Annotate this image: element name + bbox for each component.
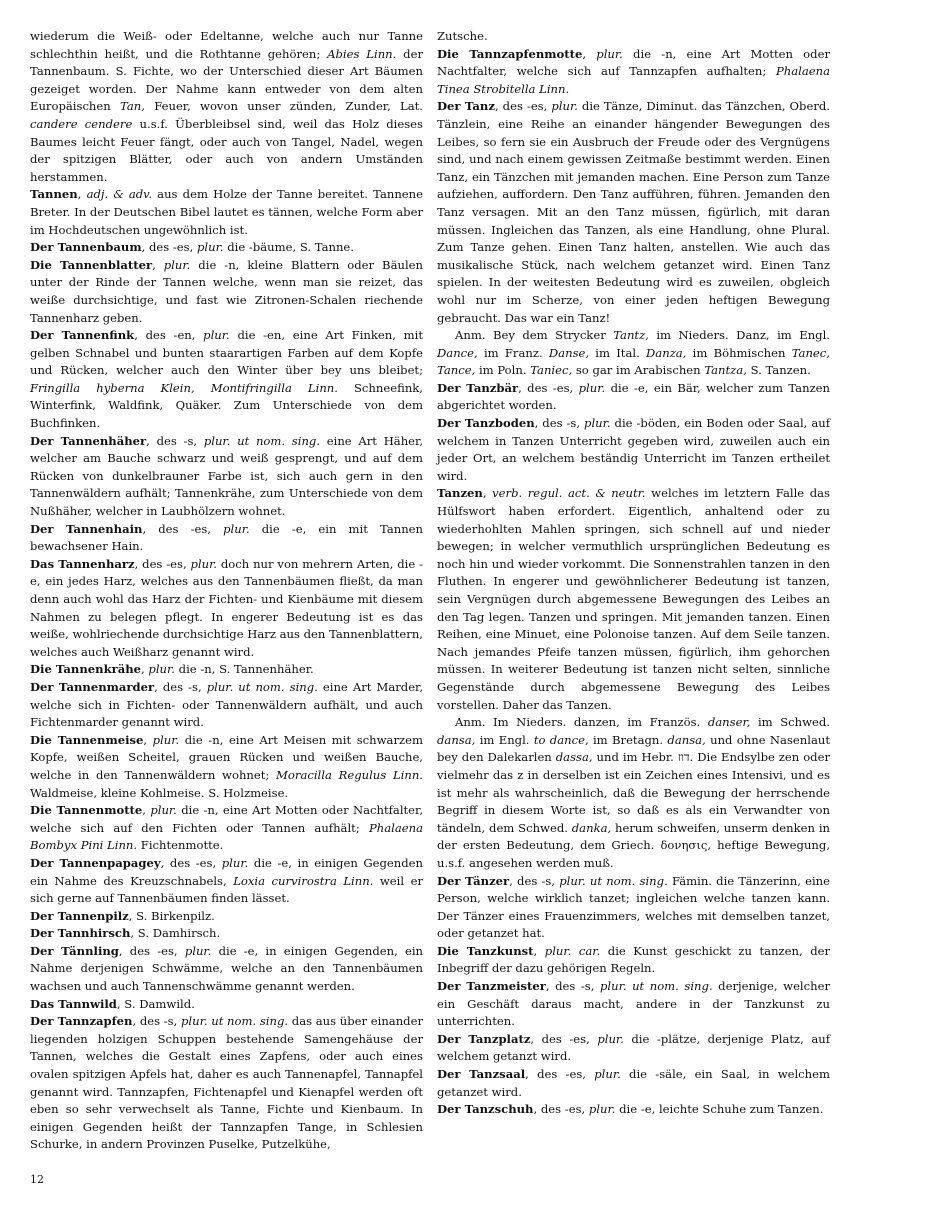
entry-text: die -säle, ein Saal, in welchem getanzet wird. [437, 1067, 830, 1099]
italic-term: verb. regul. act. & neutr. [492, 486, 646, 501]
dictionary-entry [30, 327, 423, 433]
italic-term: plur. [594, 1067, 621, 1082]
headword: Die Tannenmeise [30, 732, 144, 747]
entry-text: , des -es, [118, 943, 185, 958]
left-column [30, 28, 423, 1168]
entry-text: , [533, 943, 545, 958]
headword: Der Tannenbaum [30, 240, 142, 255]
entry-text: das aus über einander liegenden holzigen Schuppen bestehende Samengehäuse der Tannen, welches die Gestalt eines Zapfens, oder auch eines ovalen spitzigen Apfels hat, daher es auch Tannenapfel, Tannapfel genannt wird. Tannzapfen, Fichtenapfel und Kienapfel werden oft eben so sehr verwechselt als Tanne, Fichte und Kienbaum. In einigen Gegenden heißt der Tannzapfen Tange, in Schlesien Schurke, in andern Provinzen Puselke, Putzelkühe, [30, 1014, 423, 1152]
italic-term: danka, [571, 820, 612, 835]
entry-text: welches im letztern Falle das Hülfswort haben erfordert. Eigentlich, anhaltend oder zu wiederhohlten Mahlen springen, sich schnell auf und nieder bewegen; in welcher vermuthlich ursprünglichen Bedeutung es noch hin und wieder vorkommt. Die Sonnenstrahlen tanzen in den Fluthen. In engerer und gewöhnlicherer Bedeutung ist tanzen, sein Vergnügen durch abgemessene Bewegungen des Leibes an den Tag legen. Tanzen und springen. Mit jemanden tanzen. Einen Reihen, eine Minuet, eine Polonoise tanzen. Auf dem Seile tanzen. Nach jemandes Pfeife tanzen müssen, figürlich, ihm gehorchen müssen. In weiterer Bedeutung ist tanzen nicht selten, sinnliche Gegenstände durch abgemessene Bewegung des Leibes vorstellen. Daher das Tanzen. [437, 486, 830, 712]
entry-text: die -e, ein mit Tannen bewachsener Hain. [30, 521, 423, 554]
dictionary-entry [30, 239, 423, 257]
dictionary-entry [437, 943, 830, 978]
dictionary-entry [30, 556, 423, 662]
entry-text: Zutsche. [437, 29, 488, 43]
headword: Der Tännling [30, 943, 119, 958]
entry-text: die -böden, ein Boden oder Saal, auf welchem in Tanzen Unterricht gegeben wird, zuweilen auch ein jeder Ort, an welchem beständig Unterricht im Tanzen ertheilet wird. [437, 416, 831, 483]
entry-text: , des -es, [530, 1031, 598, 1046]
entry-text: , [141, 662, 149, 677]
entry-text: die Tänze, Diminut. das Tänzchen, Oberd. Tänzlein, eine Reihe an einander hängender Bewegungen des Leibes, so fern sie ein Ausbruch der Freude oder des Vergnügens sind, und nach einem gewissen Zeitmaße bestimmt werden. Einen Tanz, ein Tänzchen mit jemanden machen. Eine Person zum Tanze aufziehen, auffordern. Den Tanz aufführen, führen. Jemanden den Tanz versagen. Mit an den Tanz müssen, figürlich, mit daran müssen. Ingleichen das Tanzen, als eine Handlung, ohne Plural. Zum Tanze gehen. Einen Tanz halten, anstellen. Wie auch das musikalische Stück, nach welchem getanzet wird. Einen Tanz spielen. In der weitesten Bedeutung wird es zuweilen, obgleich wohl nur im Scherze, von einer jeden heftigen Bewegung gebraucht. Das war ein Tanz! [437, 99, 830, 325]
entry-text: S. Tanzen. [746, 363, 811, 378]
right-column [437, 28, 830, 1168]
dictionary-entry [30, 732, 423, 802]
headword: Tanzen [437, 486, 483, 501]
italic-term: plur. [203, 328, 230, 343]
entry-text: der Tannenbaum. S. Fichte, wo der Unterschied dieser Art Bäumen gezeiget worden. Der Nahme kann entweder von dem alten Europäischen [30, 46, 424, 114]
italic-term: Dance, [437, 345, 478, 360]
entry-text: die -plätze, derjenige Platz, auf welchem getanzt wird. [437, 1031, 830, 1064]
entry-text: , [77, 187, 87, 202]
headword: Die Tannenblatter [30, 257, 153, 272]
dictionary-entry [30, 925, 423, 943]
entry-text: die -n, eine Art Motten oder Nachtfalter, welche sich auf den Fichten oder Tannen aufhält; [30, 803, 424, 835]
dictionary-entry [30, 855, 423, 908]
entry-text: , des -es, [525, 1067, 595, 1082]
dictionary-entry [437, 978, 830, 1031]
entry-text: , des -s, [534, 416, 585, 431]
dictionary-entry [30, 186, 423, 239]
italic-term: Tantz, [613, 328, 649, 343]
entry-text: die -n, kleine Blattern oder Bäulen unter der Rinde der Tannen welche, wenn man sie reizet, das weiße durchsichtige, und fast wie Zitronen-Schalen riechende Tannenharz geben. [30, 257, 423, 325]
entry-text: im Nieders. Danz, im Engl. [648, 328, 830, 343]
entry-text: die -n, S. Tannenhäher. [174, 662, 314, 677]
entry-text: die -n, eine Art Motten oder Nachtfalter, welche sich auf Tannzapfen aufhalten; [437, 46, 830, 79]
entry-text: die -e, leichte Schuhe zum Tanzen. [615, 1102, 824, 1117]
entry-text: , des -s, [132, 1014, 181, 1029]
annotation-paragraph [437, 327, 830, 380]
italic-term: plur. [163, 257, 191, 272]
entry-text: , [152, 257, 164, 272]
entry-text: die -en, eine Art Finken, mit gelben Schnabel und bunten staarartigen Farben auf dem Kopfe und Rücken, welcher auch den Winter über bey uns bleibet; [30, 328, 423, 378]
italic-term: dansa, [667, 732, 706, 747]
dictionary-entry [437, 415, 830, 485]
entry-text: , des -s, [509, 873, 560, 888]
entry-text: und im Hebr. דוז. Die Endsylbe zen oder vielmehr das z in derselben ist ein Zeichen eines Intensivi, und es ist mehr als wahrscheinlich, daß die Bewegung der herrschende Begriff in diesem Worte ist, so daß es als ein Verwandter von tändeln, dem Schwed. [437, 750, 830, 835]
italic-term: plur. [184, 943, 212, 958]
entry-text: im Franz. [477, 345, 549, 360]
headword: Der Tanzmeister [437, 979, 546, 994]
entry-text: , des -es, [518, 380, 579, 395]
headword: Der Tanzboden [437, 416, 535, 431]
entry-text: , des -es, [134, 556, 191, 571]
entry-text: Fichtenmotte. [137, 838, 224, 853]
dictionary-entry [437, 485, 830, 714]
entry-text: derjenige, welcher ein Geschäft daraus macht, andere in der Tanzkunst zu unterrichten. [437, 979, 830, 1029]
headword: Der Tannenpilz [30, 908, 129, 923]
entry-text: , des -en, [134, 328, 204, 343]
italic-term: Phalaena Tinea Strobitella Linn. [437, 64, 830, 96]
headword: Der Tannhirsch [30, 926, 131, 941]
headword: Der Tanzschuh [437, 1102, 534, 1117]
italic-term: plur. ut nom. sing. [599, 979, 713, 994]
entry-text: im Bretagn. [588, 732, 668, 747]
headword: Das Tannwild [30, 996, 117, 1011]
headword: Der Tanzbär [437, 380, 519, 395]
entry-text: , des -s, [146, 433, 204, 448]
italic-term: Tantza, [704, 363, 747, 378]
entry-text: im Poln. [475, 363, 531, 378]
continuation-text [30, 28, 423, 186]
entry-text: eine Art Marder, welche sich in Fichten- oder Tannenwäldern aufhält, und auch Fichtenmarder genannt wird. [30, 679, 424, 730]
dictionary-entry [30, 1013, 423, 1154]
headword: Der Tannenhäher [30, 433, 147, 448]
italic-term: danser, [707, 715, 751, 730]
italic-term: to dance, [533, 732, 589, 747]
continuation-text [437, 28, 830, 46]
dictionary-entry [437, 1031, 830, 1066]
entry-text: , des -es, [141, 240, 197, 255]
headword: Die Tannenmotte [30, 803, 143, 818]
italic-term: Phalaena Bombyx Pini Linn. [30, 820, 423, 853]
entry-text: weil er sich gerne auf Tannenbäumen finden lässet. [30, 873, 423, 906]
italic-term: plur. ut nom. sing. [559, 873, 668, 888]
dictionary-page [30, 28, 830, 1168]
entry-text: , [582, 46, 597, 61]
italic-term: candere cendere [30, 116, 133, 131]
entry-text: eine Art Häher, welcher am Bauche schwarz und weiß gesprengt, und auf dem Rücken von dunkelbrauner Farbe ist, sich auch gern in den Tannenwäldern aufhält; Tannenkrähe, zum Unterschiede von dem Nußhäher, welcher in Laubhölzern wohnet. [30, 433, 423, 519]
headword: Die Tannzapfenmotte [437, 46, 583, 61]
dictionary-entry [30, 257, 423, 327]
entry-text: die -n, eine Art Meisen mit schwarzem Kopfe, weißen Scheitel, grauen Rücken und weißen Bauche, welche in den Tannenwäldern wohnet; [30, 732, 423, 782]
italic-term: plur. [152, 732, 180, 747]
dictionary-entry [30, 943, 423, 996]
dictionary-entry [437, 873, 830, 943]
italic-term: plur. [148, 662, 175, 677]
entry-text: im Böhmischen [686, 345, 792, 360]
entry-text: Anm. Im Nieders. danzen, im Französ. [455, 715, 708, 730]
dictionary-entry [437, 1066, 830, 1101]
entry-text: im Engl. [475, 732, 534, 747]
italic-term: plur. [196, 240, 224, 255]
entry-text: , des -es, [142, 521, 224, 536]
italic-term: Loxia curvirostra Linn. [233, 873, 374, 888]
entry-text: die -e, in einigen Gegenden ein Nahme des Kreuzschnabels, [30, 855, 424, 888]
italic-term: plur. [551, 99, 578, 114]
dictionary-entry [30, 679, 423, 732]
entry-text: und ohne Nasenlaut bey den Dalekarlen [437, 732, 830, 765]
headword: Der Tannzapfen [30, 1014, 133, 1029]
dictionary-entry [30, 802, 423, 855]
entry-text: , S. Damwild. [116, 996, 195, 1011]
entry-text: Feuer, wovon unser zünden, Zunder, Lat. [144, 99, 423, 114]
entry-text: Anm. Bey dem Strycker [455, 328, 614, 343]
italic-term: plur. [584, 416, 611, 431]
italic-term: Taniec, [530, 363, 573, 378]
entry-text: u.s.f. Überbleibsel sind, weil das Holz dieses Baumes leicht Feuer fängt, oder auch von Tangel, Nadel, wegen der spitzigen Blätter, oder auch von andern Umständen herstammen. [30, 116, 423, 184]
italic-term: Danse, [548, 345, 590, 360]
entry-text: die Kunst geschickt zu tanzen, der Inbegriff der dazu gehörigen Regeln. [437, 943, 831, 976]
annotation-paragraph [437, 714, 830, 872]
headword: Die Tanzkunst [437, 943, 534, 958]
italic-term: plur. [578, 380, 606, 395]
entry-text: , [143, 732, 153, 747]
italic-term: plur. ut nom. sing. [181, 1014, 289, 1029]
dictionary-entry [30, 908, 423, 926]
italic-term: adj. & adv. [86, 187, 153, 202]
dictionary-entry [30, 521, 423, 556]
italic-term: Tan, [120, 99, 145, 114]
italic-term: plur. [597, 1031, 624, 1046]
entry-text: Fämin. die Tänzerinn, eine Person, welche wirklich tanzet; ingleichen welche tanzen kann. Der Tänzer eines Frauenzimmers, welches mit demselben tanzet, oder getanzet hat. [437, 873, 831, 941]
entry-text: aus dem Holze der Tanne bereitet. Tannene Breter. In der Deutschen Bibel lautet es tännen, welche Form aber im Hochdeutschen ungewöhnlich ist. [30, 187, 424, 237]
italic-term: plur. [596, 46, 623, 61]
italic-term: Fringilla hyberna Klein, Montifringilla Linn. [30, 380, 338, 395]
headword: Der Tannenpapagey [30, 855, 161, 870]
italic-term: dansa, [437, 732, 476, 747]
dictionary-entry [437, 380, 830, 415]
headword: Der Tanzsaal [437, 1067, 526, 1082]
entry-text: , S. Damhirsch. [130, 926, 221, 941]
entry-text: , des -es, [494, 99, 552, 114]
entry-text: wiederum die Weiß- oder Edeltanne, welche auch nur Tanne schlechthin heißt, und die Rothtanne gehören; [30, 29, 423, 61]
dictionary-entry [437, 46, 830, 99]
italic-term: Tanec, Tance, [437, 345, 830, 378]
italic-term: Moracilla Regulus Linn. [276, 767, 423, 782]
dictionary-entry [437, 1101, 830, 1119]
italic-term: dassa, [555, 750, 593, 765]
headword: Der Tannenmarder [30, 679, 155, 694]
entry-text: im Ital. [589, 345, 647, 360]
page-number: 12 [30, 1173, 44, 1186]
dictionary-entry [437, 98, 830, 327]
italic-term: plur. [221, 855, 249, 870]
entry-text: , des -es, [533, 1102, 589, 1117]
entry-text: so gar im Arabischen [572, 363, 705, 378]
entry-text: doch nur von mehrern Arten, die -e, ein jedes Harz, welches aus den Tannenbäumen fließt, da man denn auch wohl das Harz der Fichten- und Kienbäume mit diesem Nahmen zu belegen pflegt. In engerer Bedeutung ist es das weiße, wohlriechende durchsichtige Harz aus den Tannenblattern, welches auch Weißharz genannt wird. [30, 556, 423, 659]
headword: Der Tannenhain [30, 521, 143, 536]
italic-term: plur. car. [544, 943, 601, 958]
dictionary-entry [30, 996, 423, 1014]
entry-text: , [142, 803, 151, 818]
entry-text: die -e, ein Bär, welcher zum Tanzen abgerichtet worden. [437, 380, 830, 413]
entry-text: , [482, 486, 493, 501]
entry-text: , des -s, [154, 679, 207, 694]
headword: Das Tannenharz [30, 556, 135, 571]
dictionary-entry [30, 661, 423, 679]
dictionary-entry [30, 433, 423, 521]
italic-term: plur. [190, 556, 218, 571]
italic-term: plur. [150, 803, 177, 818]
italic-term: Abies Linn. [327, 46, 397, 61]
entry-text: , des -es, [160, 855, 222, 870]
headword: Der Tannenfink [30, 328, 135, 343]
entry-text: Schneefink, Winterfink, Waldfink, Quäker. Zum Unterschiede von dem Buchfinken. [30, 380, 423, 431]
headword: Der Tanzplatz [437, 1031, 531, 1046]
entry-text: , S. Birkenpilz. [128, 908, 215, 923]
entry-text: die -bäume, S. Tanne. [223, 240, 354, 255]
italic-term: plur. [588, 1102, 616, 1117]
headword: Die Tannenkrähe [30, 662, 142, 677]
italic-term: plur. ut nom. sing. [203, 433, 321, 448]
entry-text: , des -s, [545, 979, 600, 994]
italic-term: Danza, [646, 345, 687, 360]
entry-text: herum schweifen, unserm denken in der ersten Bedeutung, dem Griech. δονησις, heftige Bewegung, u.s.f. angesehen werden muß. [437, 820, 830, 870]
italic-term: plur. ut nom. sing. [206, 679, 318, 694]
headword: Der Tanz [437, 99, 495, 114]
entry-text: im Schwed. [750, 715, 830, 730]
entry-text: Waldmeise, kleine Kohlmeise. S. Holzmeise. [30, 785, 289, 800]
entry-text: die -e, in einigen Gegenden, ein Nahme derjenigen Schwämme, welche an den Tannenbäumen wachsen und auch Tannenschwämme genannt werden. [30, 943, 424, 994]
headword: Tannen [30, 187, 78, 202]
headword: Der Tänzer [437, 873, 510, 888]
italic-term: plur. [223, 521, 250, 536]
